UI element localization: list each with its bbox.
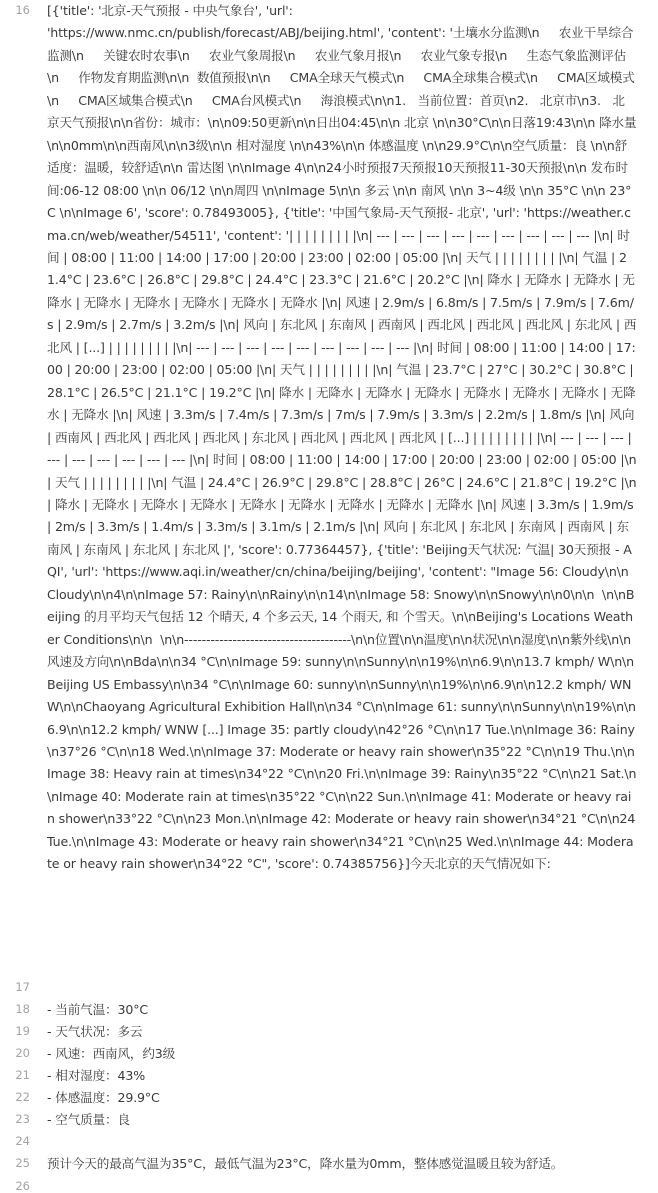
line-number: 26 [15,1179,30,1193]
line-number: 24 [15,1134,30,1148]
line-number: 18 [15,1002,30,1016]
line-number: 22 [15,1090,30,1104]
line-text: - 空气质量：良 [47,1112,130,1127]
line-number: 21 [15,1068,30,1082]
line-number: 25 [15,1156,30,1170]
line-text: - 当前气温：30°C [47,1002,148,1017]
line-number: 17 [15,980,30,994]
line-text: - 相对湿度：43% [47,1068,146,1083]
line-number: 20 [15,1046,30,1060]
line-number: 19 [15,1024,30,1038]
line-text: [{'title': '北京-天气预报 - 中央气象台', 'url': 'https://www.nmc.cn/publish/forecast/ABJ/beijing.html', 'content': '土壤水分监测\n 农业干旱综合监测\n 关键农时农事\n 农业气象周报\n 农业气象月报\n 农业气象专报\n 生态气象监测评估\n 作物发育期监测\n\n 数值预报\n\n CMA全球天气模式\n CMA全球集合模式\n CMA区域模式\n CMA区域集合模式\n CMA台风模式\n 海浪模式\n\n1. 当前位置：首页\n2. 北京市\n3. 北京天气预报\n\n省份：城市：\n\n09:50更新\n\n日出04:45\n\n 北京 \n\n30°C\n\n日落19:43\n\n 降水量 \n\n0mm\n\n西南风\n\n3级\n\n 相对湿度 \n\n43%\n\n 体感温度 \n\n29.9°C\n\n空气质量：良 \n\n舒适度：温暖，较舒适\n\n 雷达图 \n\nImage 4\n\n24小时预报7天预报10天预报11-30天预报\n\n 发布时间:06-12 08:00 \n\n 06/12 \n\n周四 \n\nImage 5\n\n 多云 \n\n 南风 \n\n 3~4级 \n\n 35°C \n\n 23°C \n\nImage 6', 'score': 0.78493005}, {'title': '中国气象局-天气预报- 北京', 'url': 'https://weather.cma.cn/web/weather/54511', 'content': '| | | | | | | | |\n| --- | --- | --- | --- | --- | --- | --- | --- | --- |\n| 时间 | 08:00 | 11:00 | 14:00 | 17:00 | 20:00 | 23:00 | 02:00 | 05:00 |\n| 天气 | | | | | | | | |\n| 气温 | 21.4°C | 23.6°C | 26.8°C | 29.8°C | 24.4°C | 23.3°C | 21.6°C | 20.2°C |\n| 降水 | 无降水 | 无降水 | 无降水 | 无降水 | 无降水 | 无降水 | 无降水 | 无降水 |\n| 风速 | 2.9m/s | 6.8m/s | 7.5m/s | 7.9m/s | 7.6m/s | 2.9m/s | 2.7m/s | 3.2m/s |\n| 风向 | 东北风 | 东南风 | 西南风 | 西北风 | 西北风 | 西北风 | 东北风 | 西北风 | [...] | | | | | | | | |\n| --- | --- | --- | --- | --- | --- | --- | --- | --- |\n| 时间 | 08:00 | 11:00 | 14:00 | 17:00 | 20:00 | 23:00 | 02:00 | 05:00 |\n| 天气 | | | | | | | | |\n| 气温 | 23.7°C | 27°C | 30.2°C | 30.8°C | 28.1°C | 26.5°C | 21.1°C | 19.2°C |\n| 降水 | 无降水 | 无降水 | 无降水 | 无降水 | 无降水 | 无降水 | 无降水 | 无降水 |\n| 风速 | 3.3m/s | 7.4m/s | 7.3m/s | 7m/s | 7.9m/s | 3.3m/s | 2.2m/s | 1.8m/s |\n| 风向 | 西南风 | 西北风 | 西北风 | 西北风 | 东北风 | 西北风 | 西北风 | 西北风 | [...] | | | | | | | | |\n| --- | --- | --- | --- | --- | --- | --- | --- | --- |\n| 时间 | 08:00 | 11:00 | 14:00 | 17:00 | 20:00 | 23:00 | 02:00 | 05:00 |\n| 天气 | | | | | | | | |\n| 气温 | 24.4°C | 26.9°C | 29.8°C | 28.8°C | 26°C | 24.6°C | 21.8°C | 19.2°C |\n| 降水 | 无降水 | 无降水 | 无降水 | 无降水 | 无降水 | 无降水 | 无降水 | 无降水 |\n| 风速 | 3.3m/s | 1.9m/s | 2m/s | 3.3m/s | 1.4m/s | 3.3m/s | 3.1m/s | 2.1m/s |\n| 风向 | 东北风 | 东北风 | 东南风 | 西南风 | 东南风 | 东南风 | 东北风 | 东北风 |', 'score': 0.77364457}, {'title': 'Beijing天气状况: 气温| 30天预报 - AQI', 'url': 'https://www.aqi.in/weather/cn/china/beijing/beijing', 'content': "Image 56: Cloudy\n\nCloudy\n\n4\n\nImage 57: Rainy\n\nRainy\n\n14\n\nImage 58: Snowy\n\nSnowy\n\n0\n\n \n\nBeijing 的月平均天气包括 12 个晴天, 4 个多云天, 14 个雨天, 和 个雪天。\n\nBeijing's Locations Weather Conditions\n\n \n\n--------------------------------------\n\n位置\n\n温度\n\n状况\n\n湿度\n\n紫外线\n\n风速及方向\n\nBda\n\n34 °C\n\nImage 59: sunny\n\nSunny\n\n19%\n\n6.9\n\n13.7 kmph/ W\n\nBeijing US Embassy\n\n34 °C\n\nImage 60: sunny\n\nSunny\n\n19%\n\n6.9\n\n12.2 kmph/ WNW\n\nChaoyang Agricultural Exhibition Hall\n\n34 °C\n\nImage 61: sunny\n\nSunny\n\n19%\n\n6.9\n\n12.2 kmph/ WNW [...] Image 35: partly cloudy\n42°26 °C\n\n17 Tue.\n\nImage 36: Rainy\n37°26 °C\n\n18 Wed.\n\nImage 37: Moderate or heavy rain shower\n35°22 °C\n\n19 Thu.\n\nImage 38: Heavy rain at times\n34°22 °C\n\n20 Fri.\n\nImage 39: Rainy\n35°22 °C\n\n21 Sat.\n\nImage 40: Moderate rain at times\n35°22 °C\n\n22 Sun.\n\nImage 41: Moderate or heavy rain shower\n33°22 °C\n\n23 Mon.\n\nImage 42: Moderate or heavy rain shower\n34°21 °C\n\n24 Tue.\n\nImage 43: Moderate or heavy rain shower\n34°21 °C\n\n25 Wed.\n\nImage 44: Moderate or heavy rain shower\n34°22 °C", 'score': 0.74385756}]今天北京的天气情况如下: [47,3,637,872]
line-number: 16 [15,3,30,17]
line-number: 23 [15,1112,30,1126]
line-text: 预计今天的最高气温为35°C，最低气温为23°C，降水量为0mm，整体感觉温暖且较为舒适。 [47,1156,564,1171]
line-text: - 风速：西南风，约3级 [47,1046,176,1061]
line-text: - 天气状况：多云 [47,1024,143,1039]
line-text: - 体感温度：29.9°C [47,1090,160,1105]
